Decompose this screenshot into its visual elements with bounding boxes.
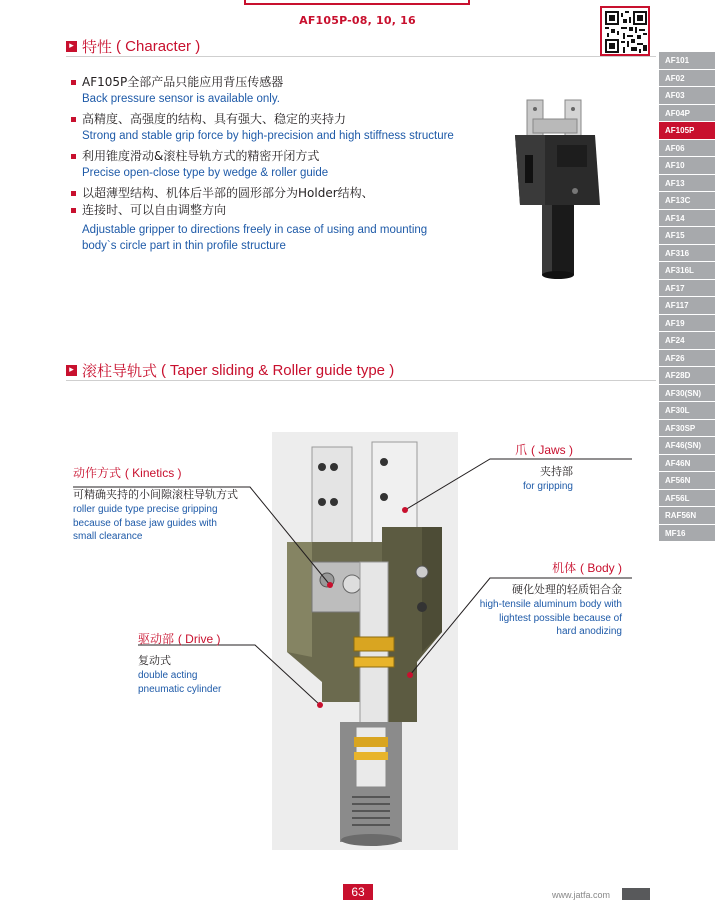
section-title-character: ▸ 特性 ( Character ) [66,36,200,57]
sidebar-item-af13[interactable]: AF13 [659,175,715,193]
sidebar-item-af03[interactable]: AF03 [659,87,715,105]
feature-list [70,74,480,258]
qr-code [600,6,650,56]
cutaway-illustration [272,432,458,850]
sidebar-item-af316[interactable]: AF316 [659,245,715,263]
feature-item: 利用锥度滑动&滚柱导轨方式的精密开闭方式 Precise open-close type by wedge & roller guide [70,148,480,181]
sidebar-item-af15[interactable]: AF15 [659,227,715,245]
sidebar-item-af46n[interactable]: AF46N [659,455,715,473]
sidebar-item-mf16[interactable]: MF16 [659,525,715,543]
sidebar-item-af56n[interactable]: AF56N [659,472,715,490]
sidebar-item-af14[interactable]: AF14 [659,210,715,228]
page-number: 63 [343,884,373,900]
sidebar-item-af105p[interactable]: AF105P [659,122,715,140]
model-sidebar [659,52,715,542]
sidebar-item-af06[interactable]: AF06 [659,140,715,158]
sidebar-item-af46sn[interactable]: AF46(SN) [659,437,715,455]
sidebar-item-af04p[interactable]: AF04P [659,105,715,123]
section-title-taper-sliding: ▸ 滚柱导轨式 ( Taper sliding & Roller guide type ) [66,360,394,381]
sidebar-item-af24[interactable]: AF24 [659,332,715,350]
sidebar-item-af26[interactable]: AF26 [659,350,715,368]
model-line: AF105P-08, 10, 16 [299,14,416,27]
website-link[interactable]: www.jatfa.com [552,890,611,900]
sidebar-item-af02[interactable]: AF02 [659,70,715,88]
qr-code-icon [605,11,647,53]
section-divider [66,380,656,381]
sidebar-item-af30sn[interactable]: AF30(SN) [659,385,715,403]
callout-drive: 驱动部 ( Drive ) 复动式 double acting pneumatic cylinder [138,632,222,695]
sidebar-item-af17[interactable]: AF17 [659,280,715,298]
sidebar-item-af13c[interactable]: AF13C [659,192,715,210]
company-logo [622,888,650,900]
sidebar-item-af10[interactable]: AF10 [659,157,715,175]
sidebar-item-af56l[interactable]: AF56L [659,490,715,508]
sidebar-item-af30sp[interactable]: AF30SP [659,420,715,438]
sidebar-item-af316l[interactable]: AF316L [659,262,715,280]
sidebar-item-af101[interactable]: AF101 [659,52,715,70]
product-photo [505,95,610,285]
sidebar-item-raf56n[interactable]: RAF56N [659,507,715,525]
sidebar-item-af117[interactable]: AF117 [659,297,715,315]
sidebar-item-af30l[interactable]: AF30L [659,402,715,420]
top-frame [244,0,470,5]
section-divider [66,56,656,57]
feature-item: 高精度、高强度的结构、具有强大、稳定的夹持力 Strong and stable grip force by high-precision and high stiffness structure [70,111,480,144]
callout-body: 机体 ( Body ) 硬化处理的轻质铝合金 high-tensile aluminum body with lightest possible because of hard anodizing [479,561,622,637]
feature-item: AF105P全部产品只能应用背压传感器 Back pressure sensor is available only. [70,74,480,107]
sidebar-item-af28d[interactable]: AF28D [659,367,715,385]
arrow-square-icon: ▸ [66,41,77,52]
callout-jaws: 爪 ( Jaws ) 夹持部 for gripping [515,443,573,492]
arrow-square-icon: ▸ [66,365,77,376]
callout-kinetics: 动作方式 ( Kinetics ) 可精确夹持的小间隙滚柱导轨方式 roller guide type precise gripping because of base jaw guides with small clearance [73,466,238,542]
feature-item: 以超薄型结构、机体后半部的圆形部分为Holder结构、 连接时、可以自由调整方向 Adjustable gripper to directions freely in case of using and mounting body`s circle part in thin profile structure [70,185,480,254]
sidebar-item-af19[interactable]: AF19 [659,315,715,333]
